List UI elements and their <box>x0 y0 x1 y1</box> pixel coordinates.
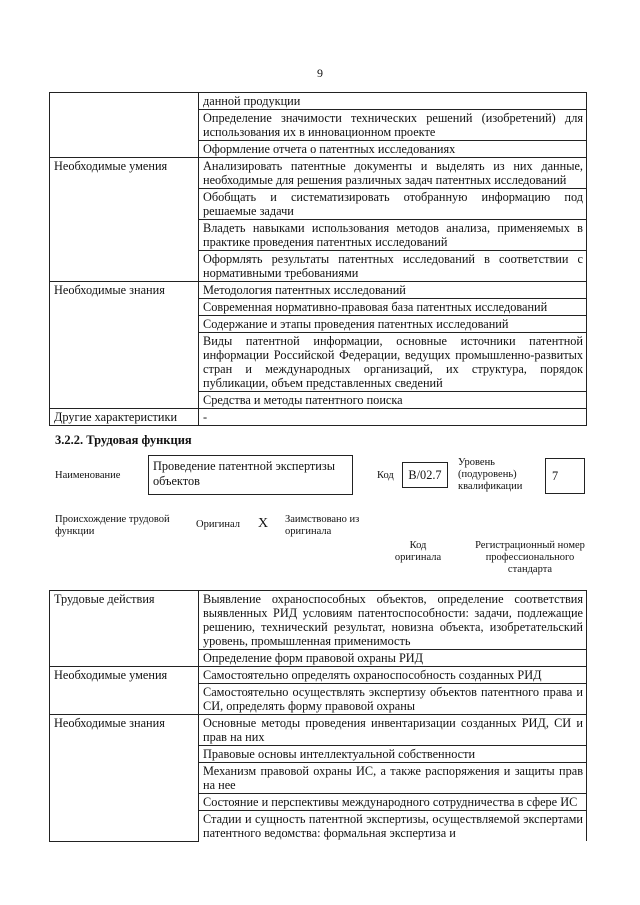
row-text: Современная нормативно-правовая база патентных исследований <box>199 299 587 316</box>
row-text: Владеть навыками использования методов анализа, применяемых в практике проведения патентных исследований <box>199 220 587 251</box>
table-row <box>50 282 587 299</box>
row-label-other: Другие характеристики <box>50 409 199 426</box>
row-text: Анализировать патентные документы и выделять из них данные, необходимые для решения различных задач патентных исследований <box>199 158 587 189</box>
origin-label: Происхождение трудовой функции <box>55 514 170 537</box>
row-text: Правовые основы интеллектуальной собственности <box>199 746 587 763</box>
row-text: Определение значимости технических решений (изобретений) для использования их в инновационном проекте <box>199 110 587 141</box>
requirements-table-2 <box>49 590 587 842</box>
row-label-actions: Трудовые действия <box>50 591 199 667</box>
table-row <box>50 667 587 684</box>
section-heading: 3.2.2. Трудовая функция <box>55 433 192 447</box>
row-label-knowledge: Необходимые знания <box>50 282 199 409</box>
row-label-skills: Необходимые умения <box>50 158 199 282</box>
row-label-skills: Необходимые умения <box>50 667 199 715</box>
row-text: Содержание и этапы проведения патентных исследований <box>199 316 587 333</box>
row-text: Определение форм правовой охраны РИД <box>199 650 587 667</box>
row-text: Средства и методы патентного поиска <box>199 392 587 409</box>
row-label <box>50 93 199 158</box>
name-label: Наименование <box>55 470 121 481</box>
table-row <box>50 409 587 426</box>
row-text: Самостоятельно определять охраноспособность созданных РИД <box>199 667 587 684</box>
page-number: 9 <box>317 66 323 80</box>
row-text: Виды патентной информации, основные источники патентной информации Российской Федерации, ведущих промышленно-развитых стран и международных организаций, их структура, порядок публикации, объем представленных сведений <box>199 333 587 392</box>
table-row <box>50 93 587 110</box>
reg-number-label: Регистрационный номер профессионального стандарта <box>475 540 585 575</box>
row-text: Оформлять результаты патентных исследований в соответствии с нормативными требованиями <box>199 251 587 282</box>
row-label-knowledge: Необходимые знания <box>50 715 199 842</box>
row-text: Методология патентных исследований <box>199 282 587 299</box>
function-name-box <box>148 455 353 495</box>
row-text: - <box>199 409 587 426</box>
table-row <box>50 158 587 189</box>
row-text: Основные методы проведения инвентаризации созданных РИД, СИ и прав на них <box>199 715 587 746</box>
row-text: данной продукции <box>199 93 587 110</box>
row-text: Выявление охраноспособных объектов, определение соответствия выявленных РИД условиям патентоспособности: задачи, подлежащие решению, технический результат, новизна объекта, изобретательский уровень, промышленная применимость <box>199 591 587 650</box>
original-label: Оригинал <box>196 519 240 530</box>
function-code: B/02.7 <box>402 462 448 488</box>
original-mark: X <box>258 516 269 531</box>
function-name: Проведение патентной экспертизы объектов <box>153 459 336 488</box>
row-text: Стадии и сущность патентной экспертизы, осуществляемой экспертами патентного ведомства: формальная экспертиза и <box>199 811 587 842</box>
row-text: Состояние и перспективы международного сотрудничества в сфере ИС <box>199 794 587 811</box>
table-row <box>50 591 587 650</box>
row-text: Оформление отчета о патентных исследованиях <box>199 141 587 158</box>
level-label: Уровень (подуровень) квалификации <box>458 457 523 492</box>
code-original-label: Код оригинала <box>394 540 442 563</box>
row-text: Обобщать и систематизировать отобранную информацию под решаемые задачи <box>199 189 587 220</box>
row-text: Механизм правовой охраны ИС, а также распоряжения и защиты прав на нее <box>199 763 587 794</box>
row-text: Самостоятельно осуществлять экспертизу объектов патентного права и СИ, определять форму правовой охраны <box>199 684 587 715</box>
table-row <box>50 715 587 746</box>
code-label: Код <box>377 470 394 481</box>
requirements-table-1 <box>49 92 587 426</box>
level-value: 7 <box>545 458 585 494</box>
borrowed-label: Заимствовано из оригинала <box>285 514 360 537</box>
